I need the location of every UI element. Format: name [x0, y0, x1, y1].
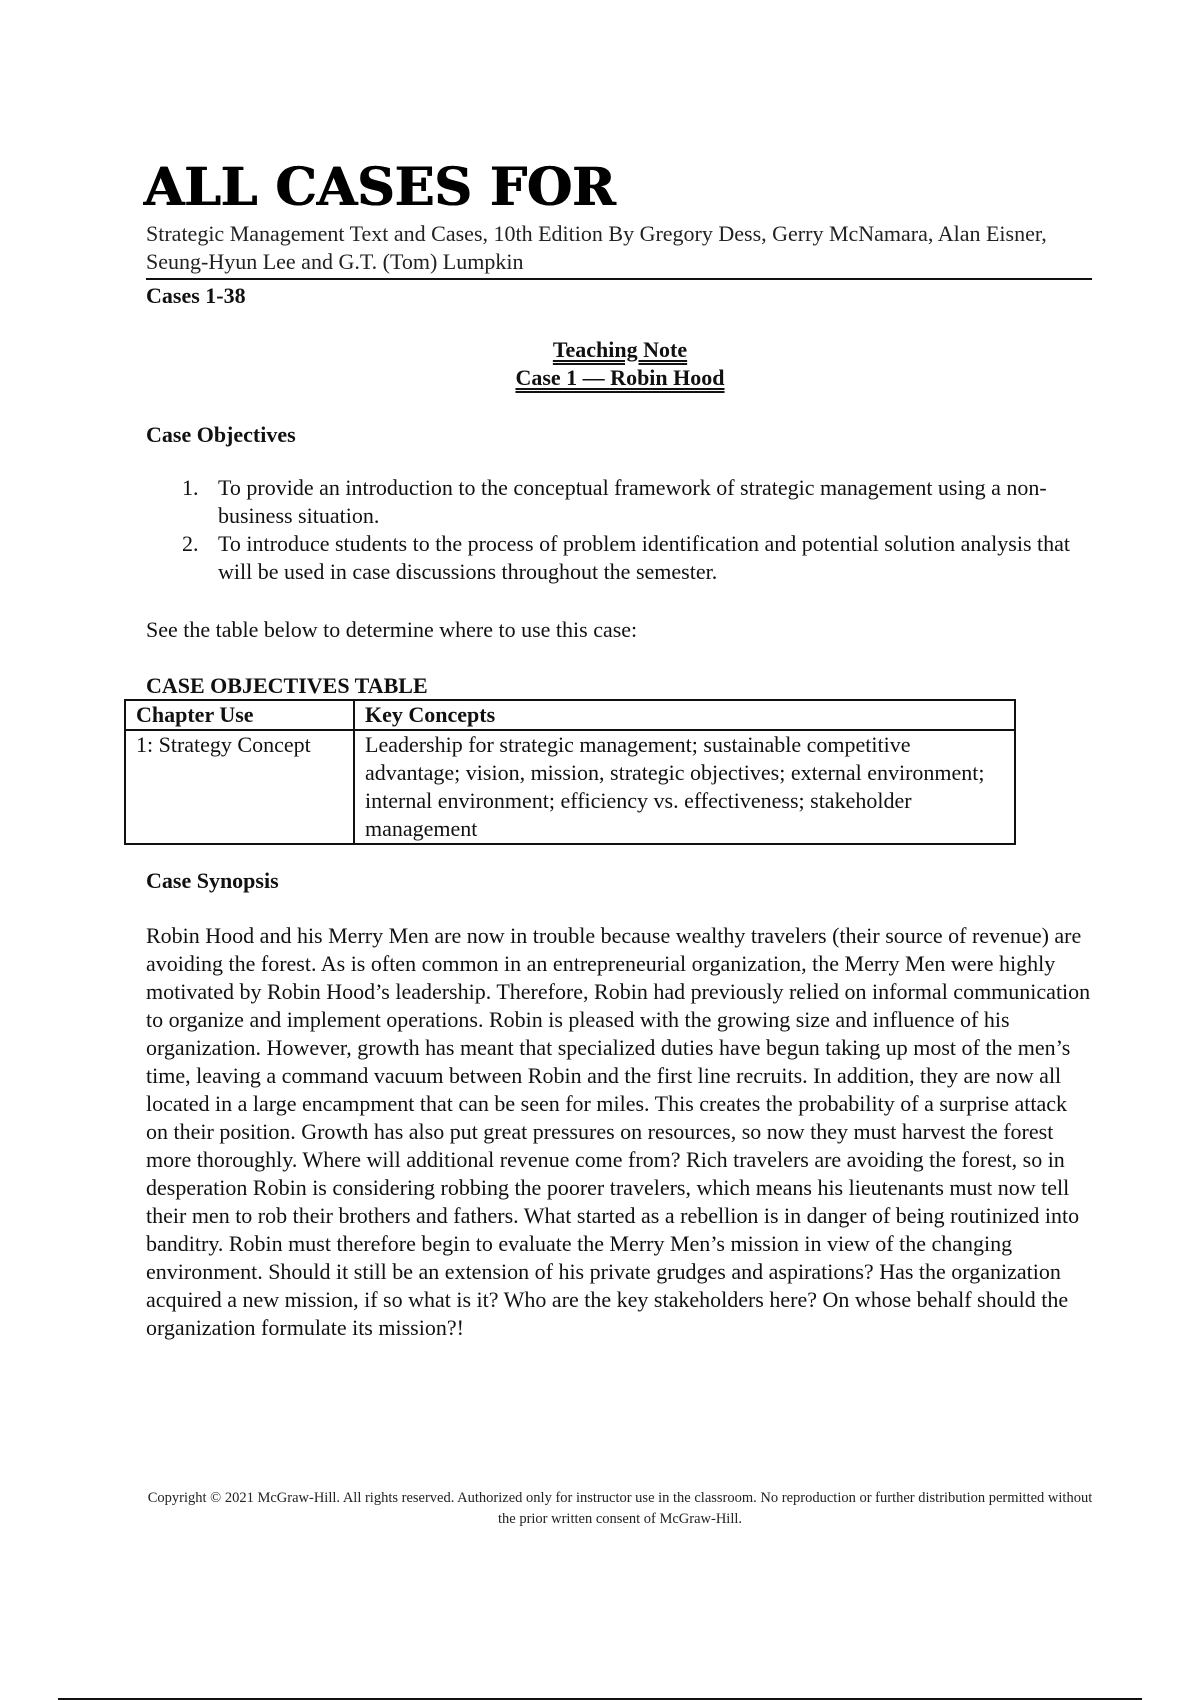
list-item-text: To provide an introduction to the conceptual framework of strategic management using a non-business situation. [218, 475, 1047, 528]
list-item-number: 1. [182, 475, 199, 500]
table-cell-key-concepts: Leadership for strategic management; sustainable competitive advantage; vision, mission, strategic objectives; external environment; internal environment; efficiency vs. effectiveness; stakeholder management [354, 730, 1015, 844]
copyright-footer: Copyright © 2021 McGraw-Hill. All rights reserved. Authorized only for instructor use in the classroom. No reproduction or further distribution permitted without the prior written consent of McGraw-Hill. [147, 1490, 1093, 1527]
teaching-note-title [0, 336, 1200, 364]
table-intro: See the table below to determine where to use this case: [146, 617, 638, 642]
synopsis-text: Robin Hood and his Merry Men are now in trouble because wealthy travelers (their source of revenue) are avoiding the forest. As is often common in an entrepreneurial organization, the Merry Men were highly motivated by Robin Hood’s leadership. Therefore, Robin had previously relied on informal communication to organize and implement operations. Robin is pleased with the growing size and influence of his organization. However, growth has meant that specialized duties have begun taking up most of the men’s time, leaving a command vacuum between Robin and the first line recruits. In addition, they are now all located in a large encampment that can be seen for miles. This creates the probability of a surprise attack on their position. Growth has also put great pressures on resources, so now they must harvest the forest more thoroughly. Where will additional revenue come from? Rich travelers are avoiding the forest, so in desperation Robin is considering robbing the poorer travelers, which means his lieutenants must now tell their men to rob their brothers and fathers. What started as a rebellion is in danger of being routinized into banditry. Robin must therefore begin to evaluate the Merry Men’s mission in view of the changing environment. Should it still be an extension of his private grudges and aspirations? Has the organization acquired a new mission, if so what is it? Who are the key stakeholders here? On whose behalf should the organization formulate its mission?! [146, 923, 1091, 1340]
objectives-list [146, 474, 1096, 586]
list-item [146, 474, 1096, 530]
column-header-chapter-use: Chapter Use [125, 700, 354, 730]
header-divider [146, 278, 1092, 280]
case-title [0, 364, 1200, 392]
book-info: Strategic Management Text and Cases, 10th Edition By Gregory Dess, Gerry McNamara, Alan Eisner, Seung-Hyun Lee and G.T. (Tom) Lumpkin [146, 221, 1047, 274]
list-item [146, 530, 1096, 586]
table-row [125, 730, 1015, 844]
case-objectives-table [124, 699, 1016, 845]
list-item-number: 2. [182, 531, 199, 556]
cover-title: ALL CASES FOR [144, 157, 616, 218]
synopsis-heading: Case Synopsis [146, 868, 279, 893]
case-title-text: Case 1 — Robin Hood [515, 365, 725, 390]
teaching-note-title-text: Teaching Note [552, 337, 688, 362]
table-title: CASE OBJECTIVES TABLE [146, 673, 428, 698]
objectives-heading: Case Objectives [146, 422, 296, 447]
cases-range: Cases 1-38 [146, 283, 246, 308]
list-item-text: To introduce students to the process of problem identification and potential solution analysis that will be used in case discussions throughout the semester. [218, 531, 1071, 584]
table-header-row [125, 700, 1015, 730]
column-header-key-concepts: Key Concepts [354, 700, 1015, 730]
table-cell-chapter-use: 1: Strategy Concept [125, 730, 354, 844]
